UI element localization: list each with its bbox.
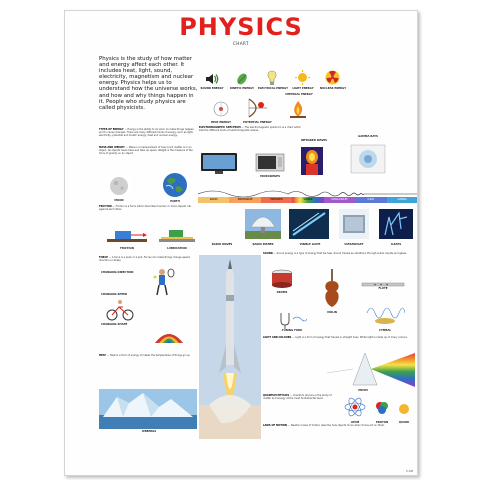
visible-light-image [289, 209, 329, 239]
lubrication-caption: LUBRICATION [167, 247, 187, 250]
earth-caption: EARTH [170, 200, 180, 203]
band-gamma: GAMMA [387, 197, 418, 203]
physics-chart-poster [64, 10, 418, 476]
radio-dish-caption: RADIO DISHES [252, 243, 274, 246]
mass-weight-text: MASS AND WEIGHT — Mass is a measurement of how much matter is in an object. All objects have mass and take up space. Weight is the measure of the force of gravity on an object. [99, 146, 193, 155]
icebergs-image [99, 389, 197, 429]
ultraviolet-caption: ULTRAVIOLET [344, 243, 364, 246]
proton-caption: PROTON [375, 421, 389, 424]
light-colours-text: LIGHT AND COLOURS — Light is a form of energy that travels in straight lines. White light is made up of many colours. [263, 336, 408, 339]
heat-body: Heat is a form of energy. It makes the temperature of things go up. [109, 354, 191, 357]
proton-image [373, 399, 391, 417]
moon-caption: MOON [114, 199, 124, 202]
energy-label-light: LIGHT ENERGY [292, 87, 314, 90]
em-body: The electromagnetic spectrum is a chart which lists the different kinds of electromagnetic waves. [199, 126, 301, 132]
cymbal-image [365, 299, 405, 327]
sound-heading: SOUND [263, 252, 273, 255]
tennis-player-image [149, 267, 175, 297]
visible-light-caption: VISIBLE LIGHT [299, 243, 321, 246]
types-body: Energy is the ability to do work, to make things happen and to cause changes. There are many different kinds of energy, such as light, electricity, potential and kinetic energy, heat and nuclear energy. [99, 128, 194, 137]
force-body: A force is a push or a pull. Forces can make things change speed, direction or shape. [99, 256, 191, 262]
potential-energy-icon [245, 97, 269, 119]
tuning-fork-caption: TUNING FORK [281, 329, 303, 332]
chart-title: PHYSICS [179, 13, 303, 41]
friction-body: Friction is a force which describes how two or more objects rub against each other. [99, 205, 192, 211]
quantum-text: QUANTUM PHYSICS — Quantum physics is the study of matter and energy at the most fundamental level. [263, 394, 332, 400]
band-radio: RADIO [198, 197, 229, 203]
types-heading: TYPES OF ENERGY [99, 128, 124, 131]
heat-text: HEAT — Heat is a form of energy. It makes the temperature of things go up. [99, 354, 191, 357]
quantum-heading: QUANTUM PHYSICS [263, 394, 290, 397]
energy-label-heat: HEAT ENERGY [210, 121, 232, 124]
energy-label-nuclear: NUCLEAR ENERGY [319, 87, 347, 90]
cyclist-image [105, 299, 135, 321]
force-heading: FORCE [99, 256, 108, 259]
chart-subtitle: CHART [233, 41, 249, 46]
nuclear-energy-icon [325, 70, 340, 85]
quantum-body: Quantum physics is the study of matter and energy at the most fundamental level. [263, 394, 332, 400]
laws-body: Newton's laws of motion describe how objects move when forces act on them. [290, 424, 385, 427]
changing-direction-caption: CHANGING DIRECTION [101, 271, 134, 274]
changing-shape-caption: CHANGING SHAPE [101, 323, 128, 326]
xray-image [379, 209, 413, 239]
icebergs-caption: ICEBERGS [141, 430, 157, 433]
em-heading: ELECTROMAGNETIC SPECTRUM [199, 126, 241, 129]
energy-label-sound: SOUND ENERGY [200, 87, 224, 90]
lubrication-image [157, 224, 197, 246]
band-ultraviolet: ULTRA-VIOLET [324, 197, 355, 203]
tuning-fork-image [277, 309, 307, 329]
drum-caption: DRUMS [276, 291, 288, 294]
laws-of-motion-text: LAWS OF MOTION — Newton's laws of motion describe how objects move when forces act on them. [263, 424, 385, 427]
quark-caption: QUARK [398, 421, 410, 424]
light-body: Light is a form of energy that travels in straight lines. White light is made up of many colours. [295, 336, 408, 339]
em-spectrum-text: ELECTROMAGNETIC SPECTRUM — The electromagnetic spectrum is a chart which lists the different kinds of electromagnetic waves. [199, 126, 301, 132]
friction-caption: FRICTION [120, 247, 134, 250]
atom-image [343, 395, 367, 419]
force-text: FORCE — A force is a push or a pull. Forces can make things change speed, direction or shape. [99, 256, 191, 262]
atom-caption: ATOM [350, 421, 360, 424]
mass-body: Mass is a measurement of how much matter is in an object. All objects have mass and take up space. Weight is the measure of the force of gravity on an object. [99, 146, 193, 155]
radio-dish-image [245, 209, 281, 239]
energy-label-electrical: ELECTRICAL ENERGY [258, 87, 288, 90]
flute-image [361, 275, 405, 285]
intro-paragraph: Physics is the study of how matter and energy affect each other. It includes heat, light, sound, electricity, magnetism and nuclear energy. Physics helps us to understand how the universe works, and how and why things happen in it. People who study physics are called physicists. [99, 56, 198, 111]
prism-caption: PRISM [358, 389, 368, 392]
moon-image [107, 174, 131, 198]
spectrum-band [198, 197, 418, 203]
electrical-energy-icon [265, 70, 279, 86]
types-of-energy-text: TYPES OF ENERGY — Energy is the ability to do work, to make things happen and to cause changes. There are many different kinds of energy, such as light, electricity, potential and kinetic energy, heat and nuclear energy. [99, 128, 194, 137]
radio-waves-caption: RADIO WAVES [211, 243, 233, 246]
violin-caption: VIOLIN [327, 311, 337, 314]
drum-image [269, 267, 295, 289]
violin-image [321, 267, 343, 311]
xrays-caption: X-RAYS [390, 243, 402, 246]
gamma-caption: GAMMA RAYS [358, 135, 378, 138]
band-infrared: INFRARED [261, 197, 292, 203]
infrared-caption: INFRARED WAVES [301, 139, 327, 142]
band-xray: X-RAY [355, 197, 386, 203]
band-visible: VISIBLE [292, 197, 323, 203]
energy-label-chemical: CHEMICAL ENERGY [285, 93, 313, 96]
cymbal-caption: CYMBAL [379, 329, 391, 332]
quark-image [397, 401, 411, 415]
ultraviolet-image [339, 209, 369, 239]
sound-energy-icon [205, 71, 219, 85]
clay-image [149, 323, 189, 347]
microwaves-caption: MICROWAVES [260, 175, 280, 178]
heat-heading: HEAT [99, 354, 106, 357]
friction-text: FRICTION — Friction is a force which describes how two or more objects rub against each other. [99, 205, 192, 211]
gamma-image [347, 141, 389, 177]
wave-graphic [198, 185, 418, 197]
flute-caption: FLUTE [378, 287, 388, 290]
prism-image [327, 347, 415, 391]
rocket-image [199, 255, 261, 439]
light-energy-icon [295, 70, 310, 85]
sound-text: SOUND — Sound energy is a type of energy that we hear. Sound travels as vibrations through solids, liquids and gases. [263, 252, 407, 255]
mass-heading: MASS AND WEIGHT [99, 146, 125, 149]
changing-speed-caption: CHANGING SPEED [101, 293, 128, 296]
earth-image [161, 171, 189, 199]
infrared-image [301, 147, 323, 175]
energy-label-kinetic: KINETIC ENERGY [229, 87, 255, 90]
friction-heading: FRICTION [99, 205, 112, 208]
laws-heading: LAWS OF MOTION [263, 424, 287, 427]
chemical-energy-icon [287, 99, 309, 119]
microwave-image [255, 151, 285, 173]
band-microwave: MICROWAVE [229, 197, 260, 203]
light-heading: LIGHT AND COLOURS [263, 336, 292, 339]
tv-image [199, 151, 239, 175]
energy-label-potential: POTENTIAL ENERGY [243, 121, 272, 124]
kinetic-energy-icon [235, 71, 249, 85]
chart-code: P-108 [406, 470, 413, 473]
friction-image [105, 224, 149, 246]
heat-energy-icon [211, 99, 231, 119]
sound-body: Sound energy is a type of energy that we hear. Sound travels as vibrations through solids, liquids and gases. [276, 252, 407, 255]
